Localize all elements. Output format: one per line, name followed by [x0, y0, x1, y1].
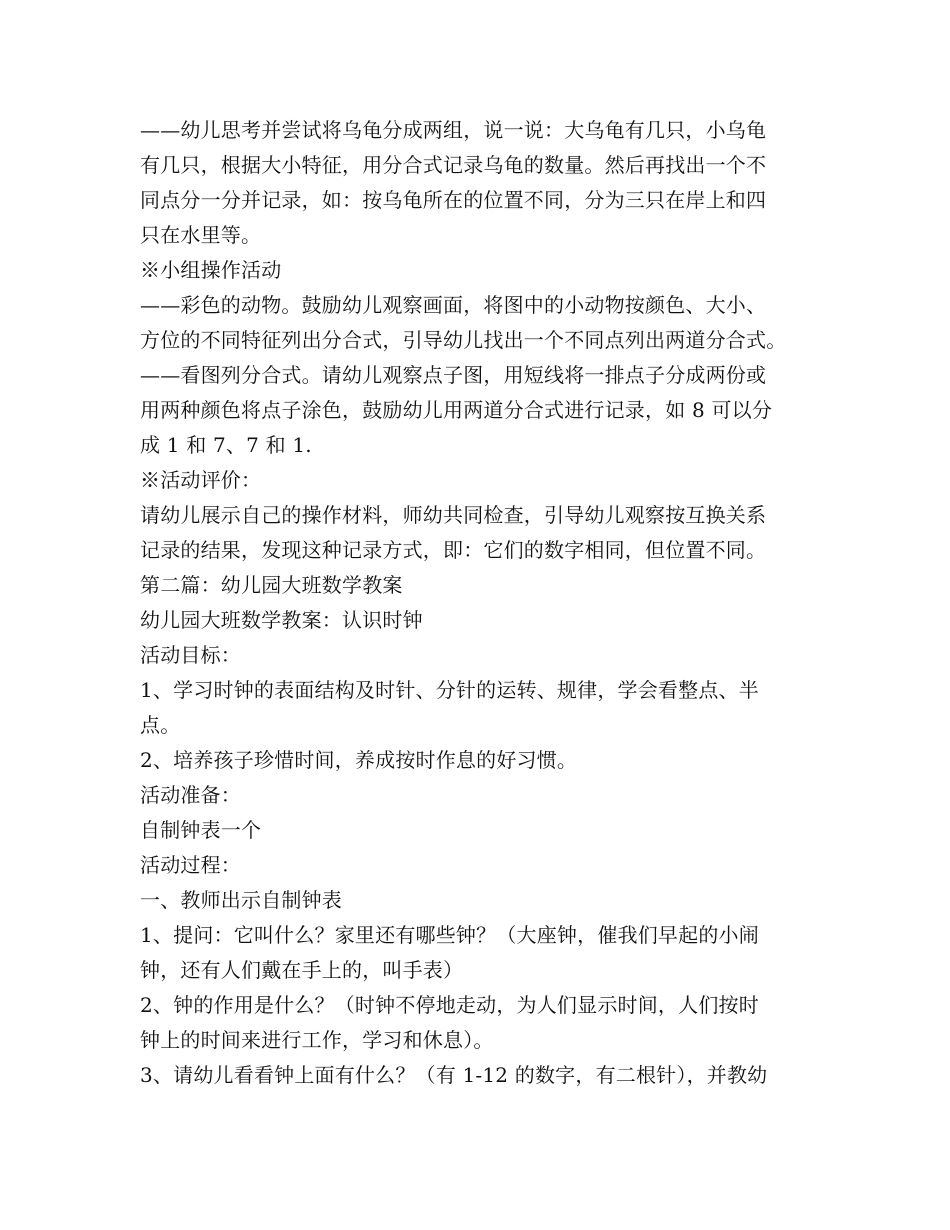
text-line: 同点分一分并记录，如：按乌龟所在的位置不同，分为三只在岸上和四 — [140, 188, 767, 212]
text-line: 2、钟的作用是什么？（时钟不停地走动，为人们显示时间，人们按时 — [140, 993, 759, 1017]
text-line: 3、请幼儿看看钟上面有什么？（有 1-12 的数字，有二根针），并教幼 — [140, 1063, 768, 1087]
document-body — [140, 113, 830, 1093]
text-line: 用两种颜色将点子涂色，鼓励幼儿用两道分合式进行记录，如 8 可以分 — [140, 398, 773, 422]
section-heading: 活动目标： — [140, 643, 241, 667]
text-line: 一、教师出示自制钟表 — [140, 888, 342, 912]
text-line: 自制钟表一个 — [140, 818, 262, 842]
text-line: 钟上的时间来进行工作，学习和休息）。 — [140, 1028, 494, 1052]
text-line: 2、培养孩子珍惜时间，养成按时作息的好习惯。 — [140, 748, 578, 772]
text-line: 方位的不同特征列出分合式，引导幼儿找出一个不同点列出两道分合式。 — [140, 328, 787, 352]
text-line: 请幼儿展示自己的操作材料，师幼共同检查，引导幼儿观察按互换关系 — [140, 503, 767, 527]
text-line: 钟，还有人们戴在手上的，叫手表） — [140, 958, 464, 982]
text-line: 1、学习时钟的表面结构及时针、分针的运转、规律，学会看整点、半 — [140, 678, 759, 702]
text-line: 有几只，根据大小特征，用分合式记录乌龟的数量。然后再找出一个不 — [140, 153, 767, 177]
section-heading: 活动准备： — [140, 783, 241, 807]
section-heading: ※小组操作活动 — [140, 258, 282, 282]
text-line: 只在水里等。 — [140, 223, 262, 247]
text-line: 点。 — [140, 713, 181, 737]
text-line: 记录的结果，发现这种记录方式，即：它们的数字相同，但位置不同。 — [140, 538, 767, 562]
text-line: ——看图列分合式。请幼儿观察点子图，用短线将一排点子分成两份或 — [140, 363, 767, 387]
chapter-title: 第二篇：幼儿园大班数学教案 — [140, 573, 403, 597]
text-line: 成 1 和 7、7 和 1. — [140, 433, 312, 457]
text-line: ——彩色的动物。鼓励幼儿观察画面，将图中的小动物按颜色、大小、 — [140, 293, 767, 317]
section-heading: ※活动评价： — [140, 468, 262, 492]
section-heading: 活动过程： — [140, 853, 241, 877]
text-line: ——幼儿思考并尝试将乌龟分成两组，说一说：大乌龟有几只，小乌龟 — [140, 118, 767, 142]
lesson-title: 幼儿园大班数学教案：认识时钟 — [140, 608, 423, 632]
text-line: 1、提问：它叫什么？家里还有哪些钟？（大座钟，催我们早起的小闹 — [140, 923, 759, 947]
